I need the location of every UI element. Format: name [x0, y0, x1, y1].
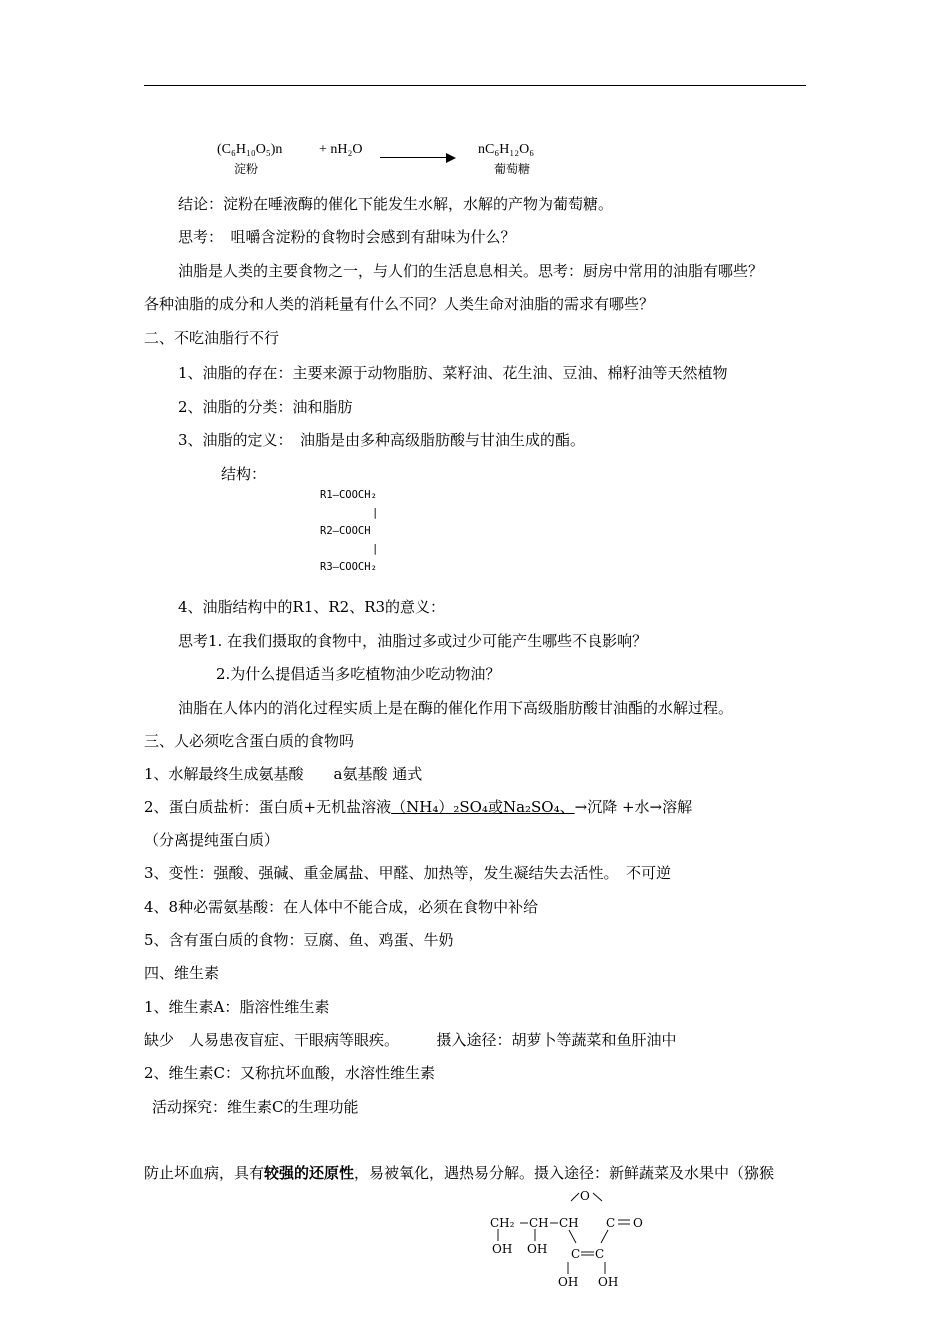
ch2-group: CH₂ [490, 1216, 515, 1230]
hydroxyl-3: OH [558, 1275, 579, 1289]
activity-line: 活动探究：维生素C的生理功能 [152, 1098, 359, 1116]
protein-foods-line: 5、含有蛋白质的食物：豆腐、鱼、鸡蛋、牛奶 [144, 931, 454, 949]
protein-hydrolysis-line: 1、水解最终生成氨基酸 a氨基酸 通式 [144, 765, 423, 783]
section-2-heading: 二、不吃油脂行不行 [144, 329, 280, 347]
scurvy-text: 防止坏血病，具有 [144, 1164, 265, 1182]
essential-amino-acids-line: 4、8种必需氨基酸：在人体中不能合成，必须在食物中补给 [144, 898, 539, 916]
fat-digestion-line: 油脂在人体内的消化过程实质上是在酶的催化作用下高级脂肪酸甘油酯的水解过程。 [178, 699, 734, 717]
fat-structure-bond-2: | [372, 543, 379, 555]
ring-oxygen: O [580, 1189, 590, 1203]
think-line: 思考： 咀嚼含淀粉的食物时会感到有甜味为什么？ [178, 228, 516, 246]
ene-carbon-left: C [571, 1247, 581, 1261]
vitamin-a-line: 1、维生素A：脂溶性维生素 [144, 998, 330, 1016]
fat-structure-row-3: R3—COOCH₂ [320, 561, 377, 573]
think-1-line: 思考1. 在我们摄取的食物中，油脂过多或过少可能产生哪些不良影响？ [178, 632, 648, 650]
salting-out-line [144, 797, 692, 817]
salting-out-salts: （NH₄）₂SO₄或Na₂SO₄、 [391, 798, 575, 816]
hydroxyl-1: OH [492, 1242, 513, 1256]
reaction-arrow [380, 157, 454, 158]
fat-classification-line: 2、油脂的分类：油和脂肪 [178, 398, 353, 416]
fat-structure-row-2: R2—COOCH [320, 525, 371, 537]
denaturation-line: 3、变性：强酸、强碱、重金属盐、甲醛、加热等，发生凝结失去活性。 不可逆 [144, 864, 672, 882]
vitamin-a-deficiency-line: 缺少 人易患夜盲症、干眼病等眼疾。 摄入途径：胡萝卜等蔬菜和鱼肝油中 [144, 1031, 677, 1049]
salting-out-result: →沉降 +水→溶解 [574, 798, 693, 816]
ene-carbon-right: C [595, 1247, 605, 1261]
vitamin-c-bonds [498, 1193, 630, 1274]
reducing-property: 较强的还原性 [264, 1164, 355, 1182]
carbonyl-carbon: C [606, 1216, 616, 1230]
think-2-line: 2.为什么提倡适当多吃植物油少吃动物油？ [216, 665, 501, 683]
ch-group-a: CH [529, 1216, 549, 1230]
fat-structure-row-1: R1—COOCH₂ [320, 489, 377, 501]
starch-name: 淀粉 [234, 162, 259, 176]
fat-question-line: 各种油脂的成分和人类的消耗量有什么不同？人类生命对油脂的需求有哪些？ [144, 295, 655, 313]
header-rule [144, 85, 806, 86]
glucose-name: 葡萄糖 [494, 162, 531, 176]
hydroxyl-4: OH [598, 1275, 619, 1289]
fat-existence-line: 1、油脂的存在：主要来源于动物脂肪、菜籽油、花生油、豆油、棉籽油等天然植物 [178, 364, 728, 382]
structure-label: 结构： [221, 465, 267, 483]
fat-intro-line: 油脂是人类的主要食物之一，与人们的生活息息相关。思考：厨房中常用的油脂有哪些？ [178, 262, 764, 280]
section-4-heading: 四、维生素 [144, 964, 220, 982]
salting-out-text: 2、蛋白质盐析：蛋白质+无机盐溶液 [144, 798, 392, 816]
purification-note: （分离提纯蛋白质） [144, 831, 280, 849]
conclusion-line: 结论：淀粉在唾液酶的催化下能发生水解，水解的产物为葡萄糖。 [178, 195, 614, 213]
vitamin-c-line: 2、维生素C：又称抗坏血酸，水溶性维生素 [144, 1064, 436, 1082]
hydroxyl-2: OH [527, 1242, 548, 1256]
starch-formula: (C₆H₁₀O₅)n [217, 142, 283, 157]
r-groups-line: 4、油脂结构中的R1、R2、R3的意义： [178, 598, 446, 616]
carbonyl-oxygen: O [633, 1216, 643, 1230]
ch-group-b: CH [559, 1216, 579, 1230]
section-3-heading: 三、人必须吃含蛋白质的食物吗 [144, 732, 355, 750]
scurvy-line [144, 1163, 774, 1183]
fat-structure-bond-1: | [372, 507, 379, 519]
water-term: + nH₂O [319, 142, 363, 157]
scurvy-rest: ，易被氧化，遇热易分解。摄入途径：新鲜蔬菜及水果中（猕猴 [354, 1164, 775, 1182]
fat-definition-line: 3、油脂的定义： 油脂是由多种高级脂肪酸与甘油生成的酯。 [178, 431, 586, 449]
glucose-formula: nC₆H₁₂O₆ [478, 142, 535, 157]
vitamin-c-structure [480, 1185, 660, 1295]
